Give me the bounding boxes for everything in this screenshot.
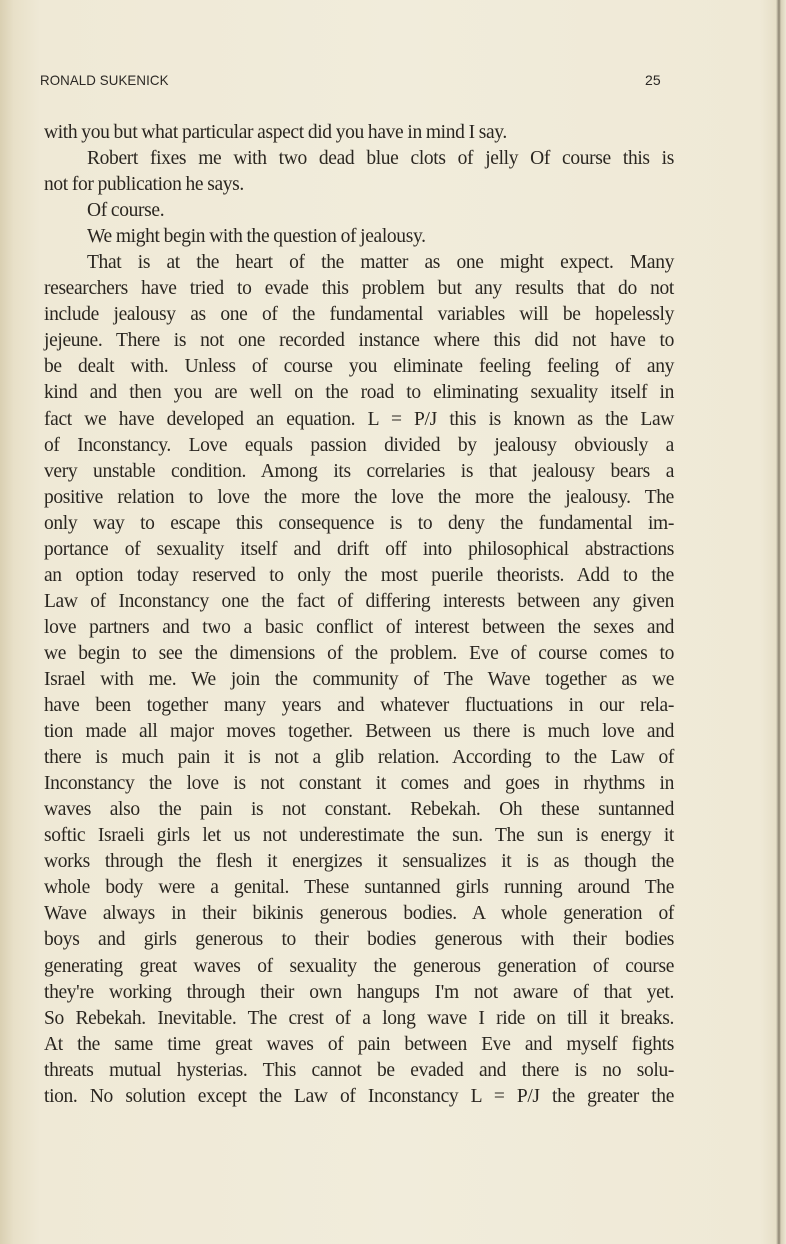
text-line: whole body were a genital. These suntanned girls running around The	[44, 877, 674, 899]
text-line: only way to escape this consequence is to deny the fundamental im-	[44, 512, 674, 534]
text-line: Inconstancy the love is not constant it comes and goes in rhythms in	[44, 773, 674, 795]
text-line: waves also the pain is not constant. Rebekah. Oh these suntanned	[44, 799, 674, 821]
text-line: boys and girls generous to their bodies generous with their bodies	[44, 929, 674, 951]
page-number: 25	[645, 72, 661, 88]
text-line: Law of Inconstancy one the fact of differing interests between any given	[44, 590, 674, 612]
text-line: Robert fixes me with two dead blue clots of jelly Of course this is	[87, 148, 674, 170]
text-line: include jealousy as one of the fundamental variables will be hopelessly	[44, 304, 674, 326]
text-line: portance of sexuality itself and drift off into philosophical abstractions	[44, 538, 674, 560]
text-line: We might begin with the question of jealousy.	[87, 226, 426, 248]
text-line: works through the flesh it energizes it sensualizes it is as though the	[44, 851, 674, 873]
text-line: softic Israeli girls let us not underestimate the sun. The sun is energy it	[44, 825, 674, 847]
text-line: At the same time great waves of pain between Eve and myself fights	[44, 1033, 674, 1055]
text-line: there is much pain it is not a glib relation. According to the Law of	[44, 747, 674, 769]
text-line: Of course.	[87, 200, 165, 222]
text-line: they're working through their own hangups I'm not aware of that yet.	[44, 981, 674, 1003]
text-line: Israel with me. We join the community of The Wave together as we	[44, 668, 674, 690]
text-line: fact we have developed an equation. L = P/J this is known as the Law	[44, 408, 674, 430]
text-line: threats mutual hysterias. This cannot be evaded and there is no solu-	[44, 1059, 674, 1081]
text-line: That is at the heart of the matter as one might expect. Many	[87, 252, 674, 274]
text-line: jejeune. There is not one recorded instance where this did not have to	[44, 330, 674, 352]
text-line: be dealt with. Unless of course you eliminate feeling feeling of any	[44, 356, 674, 378]
text-line: with you but what particular aspect did you have in mind I say.	[44, 122, 507, 143]
text-line: very unstable condition. Among its correlaries is that jealousy bears a	[44, 460, 674, 482]
text-line: kind and then you are well on the road to eliminating sexuality itself in	[44, 382, 674, 404]
text-line: not for publication he says.	[44, 174, 244, 196]
text-line: Wave always in their bikinis generous bodies. A whole generation of	[44, 903, 674, 925]
body-text	[44, 120, 674, 1110]
text-line: researchers have tried to evade this problem but any results that do not	[44, 278, 674, 300]
text-line: of Inconstancy. Love equals passion divided by jealousy obviously a	[44, 434, 674, 456]
text-line: positive relation to love the more the love the more the jealousy. The	[44, 486, 674, 508]
text-line: tion. No solution except the Law of Inconstancy L = P/J the greater the	[44, 1085, 674, 1107]
text-line: generating great waves of sexuality the generous generation of course	[44, 955, 674, 977]
text-line: an option today reserved to only the most puerile theorists. Add to the	[44, 564, 674, 586]
text-line: So Rebekah. Inevitable. The crest of a long wave I ride on till it breaks.	[44, 1007, 674, 1029]
running-head-author: RONALD SUKENICK	[40, 72, 169, 88]
text-line: tion made all major moves together. Between us there is much love and	[44, 721, 674, 743]
text-line: have been together many years and whatever fluctuations in our rela-	[44, 695, 674, 717]
text-line: we begin to see the dimensions of the problem. Eve of course comes to	[44, 642, 674, 664]
text-line: love partners and two a basic conflict of interest between the sexes and	[44, 616, 674, 638]
